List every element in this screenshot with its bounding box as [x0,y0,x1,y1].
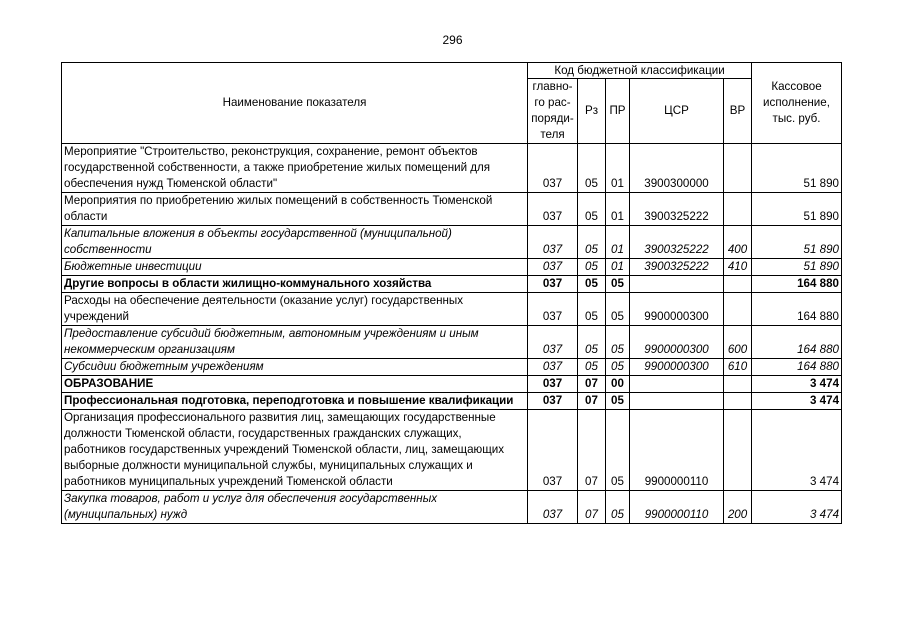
cell-amount: 164 880 [752,293,842,326]
header-vr: ВР [724,79,752,144]
cell-amount: 51 890 [752,193,842,226]
cell-pr: 05 [606,491,630,524]
cell-csr: 9900000110 [630,410,724,491]
cell-name: Предоставление субсидий бюджетным, автономным учреждениям и иным некоммерческим организациям [62,326,528,359]
cell-csr [630,393,724,410]
table-row [62,276,842,293]
budget-table [61,62,842,524]
cell-amount: 3 474 [752,376,842,393]
cell-vr [724,376,752,393]
header-glava-line: поряди- [531,112,574,125]
table-row [62,293,842,326]
cell-vr [724,393,752,410]
header-amount-line: тыс. руб. [772,112,821,125]
cell-name: Мероприятия по приобретению жилых помещений в собственность Тюменской области [62,193,528,226]
cell-pr: 05 [606,359,630,376]
cell-csr [630,376,724,393]
cell-glava: 037 [528,326,578,359]
table-header [62,63,842,144]
cell-glava: 037 [528,491,578,524]
cell-rz: 05 [578,326,606,359]
cell-rz: 05 [578,193,606,226]
cell-vr: 410 [724,259,752,276]
cell-pr: 05 [606,326,630,359]
cell-rz: 05 [578,276,606,293]
header-name: Наименование показателя [62,63,528,144]
table-row [62,193,842,226]
header-glava-line: главно- [532,80,573,93]
cell-amount: 164 880 [752,326,842,359]
cell-rz: 05 [578,293,606,326]
cell-csr [630,276,724,293]
cell-name: Мероприятие "Строительство, реконструкция, сохранение, ремонт объектов государственной собственности, а также приобретение жилых помещений для обеспечения нужд Тюменской области" [62,144,528,193]
header-glava-line: го рас- [534,96,571,109]
cell-vr [724,293,752,326]
cell-amount: 3 474 [752,491,842,524]
cell-pr: 00 [606,376,630,393]
table-row [62,259,842,276]
cell-vr [724,193,752,226]
header-amount-line: исполнение, [763,96,830,109]
header-code-group: Код бюджетной классификации [528,63,752,79]
cell-rz: 07 [578,393,606,410]
cell-csr: 9900000300 [630,293,724,326]
cell-rz: 05 [578,359,606,376]
cell-name: Закупка товаров, работ и услуг для обеспечения государственных (муниципальных) нужд [62,491,528,524]
cell-amount: 164 880 [752,359,842,376]
header-glava [528,79,578,144]
header-csr: ЦСР [630,79,724,144]
cell-name: Бюджетные инвестиции [62,259,528,276]
cell-vr: 610 [724,359,752,376]
cell-rz: 07 [578,410,606,491]
page-number: 296 [442,33,463,47]
cell-pr: 01 [606,193,630,226]
cell-name: Субсидии бюджетным учреждениям [62,359,528,376]
cell-name: Расходы на обеспечение деятельности (оказание услуг) государственных учреждений [62,293,528,326]
cell-pr: 05 [606,276,630,293]
cell-csr: 3900325222 [630,226,724,259]
table-row [62,491,842,524]
cell-pr: 01 [606,226,630,259]
table-row [62,376,842,393]
cell-vr: 400 [724,226,752,259]
table-row [62,410,842,491]
cell-vr [724,144,752,193]
cell-amount: 3 474 [752,393,842,410]
cell-glava: 037 [528,226,578,259]
cell-amount: 164 880 [752,276,842,293]
cell-glava: 037 [528,359,578,376]
cell-rz: 07 [578,376,606,393]
cell-rz: 05 [578,226,606,259]
cell-name: ОБРАЗОВАНИЕ [62,376,528,393]
cell-glava: 037 [528,193,578,226]
header-amount [752,63,842,144]
cell-rz: 07 [578,491,606,524]
cell-amount: 51 890 [752,226,842,259]
cell-amount: 51 890 [752,259,842,276]
cell-name: Другие вопросы в области жилищно-коммунального хозяйства [62,276,528,293]
cell-glava: 037 [528,276,578,293]
table-row [62,393,842,410]
table-body [62,144,842,524]
table-row [62,359,842,376]
cell-pr: 01 [606,259,630,276]
header-pr: ПР [606,79,630,144]
cell-amount: 3 474 [752,410,842,491]
cell-csr: 3900300000 [630,144,724,193]
cell-vr: 600 [724,326,752,359]
header-amount-line: Кассовое [771,80,822,93]
cell-vr: 200 [724,491,752,524]
table-row [62,144,842,193]
cell-csr: 3900325222 [630,193,724,226]
cell-glava: 037 [528,393,578,410]
cell-csr: 3900325222 [630,259,724,276]
cell-glava: 037 [528,376,578,393]
cell-pr: 01 [606,144,630,193]
cell-vr [724,276,752,293]
cell-pr: 05 [606,410,630,491]
cell-csr: 9900000300 [630,326,724,359]
cell-glava: 037 [528,293,578,326]
cell-vr [724,410,752,491]
cell-csr: 9900000110 [630,491,724,524]
cell-name: Профессиональная подготовка, переподготовка и повышение квалификации [62,393,528,410]
cell-amount: 51 890 [752,144,842,193]
cell-glava: 037 [528,144,578,193]
cell-name: Организация профессионального развития лиц, замещающих государственные должности Тюменской области, государственных гражданских служащих, работников государственных учреждений Тюменской области, лиц, замещающих выборные должности муниципальной службы, муниципальных служащих и работников муниципальных учреждений Тюменской области [62,410,528,491]
cell-pr: 05 [606,293,630,326]
cell-glava: 037 [528,410,578,491]
cell-glava: 037 [528,259,578,276]
cell-pr: 05 [606,393,630,410]
header-rz: Рз [578,79,606,144]
cell-csr: 9900000300 [630,359,724,376]
cell-name: Капитальные вложения в объекты государственной (муниципальной) собственности [62,226,528,259]
header-glava-line: теля [540,128,565,141]
table-row [62,226,842,259]
cell-rz: 05 [578,259,606,276]
table-row [62,326,842,359]
cell-rz: 05 [578,144,606,193]
